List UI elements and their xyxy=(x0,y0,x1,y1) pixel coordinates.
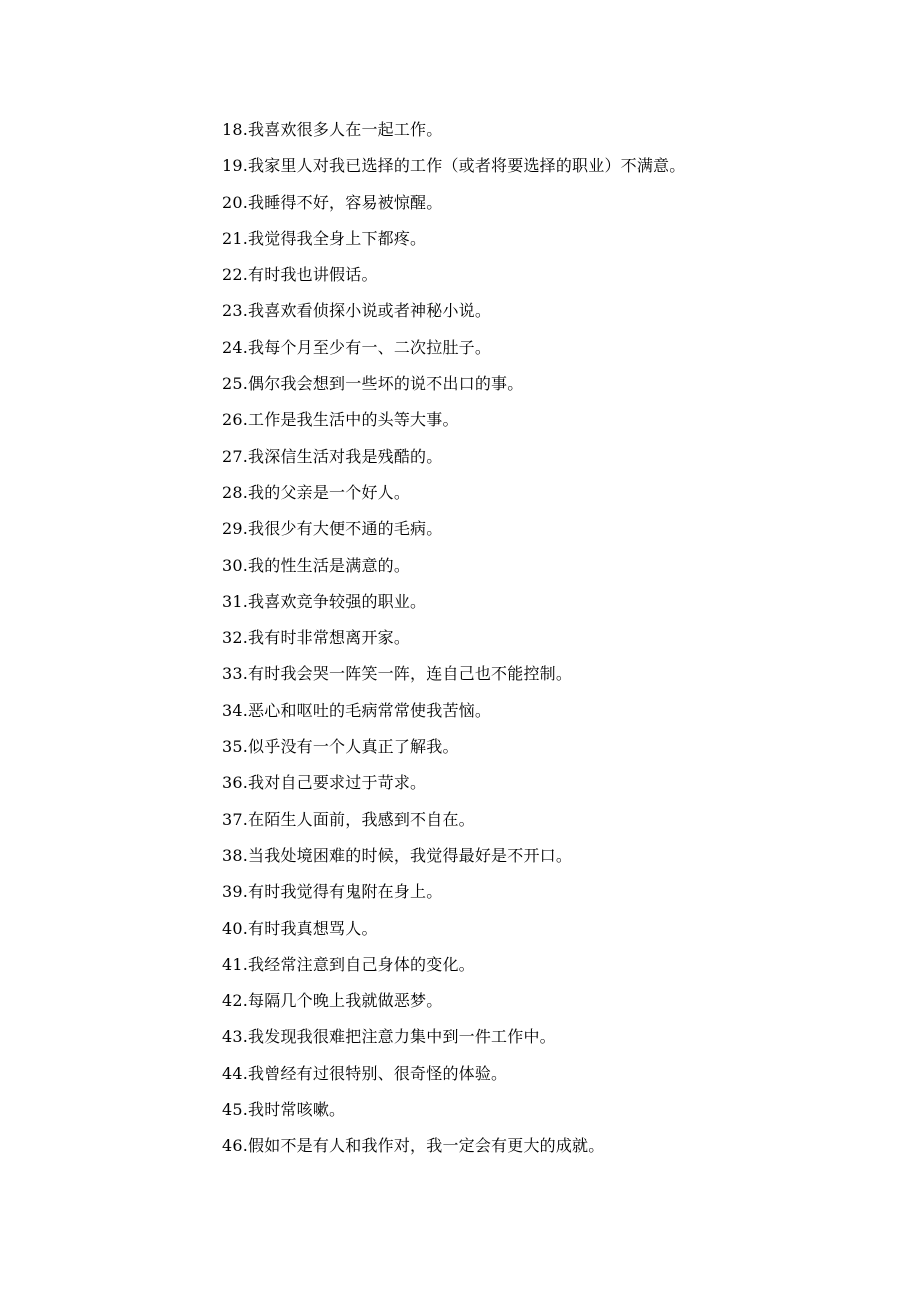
questionnaire-item: 40.有时我真想骂人。 xyxy=(222,918,378,938)
questionnaire-item: 35.似乎没有一个人真正了解我。 xyxy=(222,737,459,757)
questionnaire-item: 33.有时我会哭一阵笑一阵，连自己也不能控制。 xyxy=(222,664,573,684)
questionnaire-item: 25.偶尔我会想到一些坏的说不出口的事。 xyxy=(222,374,524,394)
questionnaire-item: 34.恶心和呕吐的毛病常常使我苦恼。 xyxy=(222,700,492,720)
questionnaire-item: 22.有时我也讲假话。 xyxy=(222,265,378,285)
questionnaire-item: 23.我喜欢看侦探小说或者神秘小说。 xyxy=(222,301,492,321)
questionnaire-item: 31.我喜欢竞争较强的职业。 xyxy=(222,591,427,611)
questionnaire-item: 28.我的父亲是一个好人。 xyxy=(222,482,411,502)
questionnaire-item: 38.当我处境困难的时候，我觉得最好是不开口。 xyxy=(222,845,573,865)
questionnaire-item: 29.我很少有大便不通的毛病。 xyxy=(222,519,443,539)
questionnaire-item: 45.我时常咳嗽。 xyxy=(222,1100,346,1120)
questionnaire-item: 41.我经常注意到自己身体的变化。 xyxy=(222,954,475,974)
questionnaire-item: 46.假如不是有人和我作对，我一定会有更大的成就。 xyxy=(222,1136,605,1156)
questionnaire-item: 37.在陌生人面前，我感到不自在。 xyxy=(222,809,475,829)
questionnaire-item: 36.我对自己要求过于苛求。 xyxy=(222,773,427,793)
questionnaire-item: 26.工作是我生活中的头等大事。 xyxy=(222,410,459,430)
questionnaire-item: 18.我喜欢很多人在一起工作。 xyxy=(222,120,443,139)
questionnaire-item: 19.我家里人对我已选择的工作（或者将要选择的职业）不满意。 xyxy=(222,156,686,176)
questionnaire-item: 21.我觉得我全身上下都疼。 xyxy=(222,228,427,248)
questionnaire-item: 43.我发现我很难把注意力集中到一件工作中。 xyxy=(222,1027,556,1047)
questionnaire-item: 42.每隔几个晚上我就做恶梦。 xyxy=(222,991,443,1011)
questionnaire-item: 32.我有时非常想离开家。 xyxy=(222,628,411,648)
questionnaire-item-list xyxy=(222,112,862,1165)
questionnaire-item: 44.我曾经有过很特别、很奇怪的体验。 xyxy=(222,1063,508,1083)
questionnaire-item: 39.有时我觉得有鬼附在身上。 xyxy=(222,882,443,902)
questionnaire-item: 24.我每个月至少有一、二次拉肚子。 xyxy=(222,337,492,357)
questionnaire-item: 20.我睡得不好，容易被惊醒。 xyxy=(222,192,443,212)
questionnaire-item: 27.我深信生活对我是残酷的。 xyxy=(222,446,443,466)
questionnaire-item: 30.我的性生活是满意的。 xyxy=(222,555,411,575)
